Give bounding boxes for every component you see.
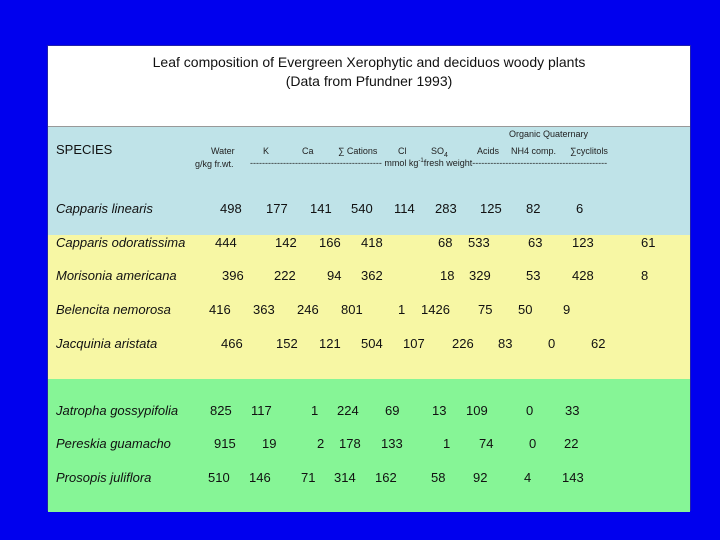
header-cl: Cl xyxy=(398,146,407,156)
species-name: Belencita nemorosa xyxy=(56,302,171,317)
cell-value: 224 xyxy=(337,403,359,418)
species-name: Pereskia guamacho xyxy=(56,436,171,451)
cell-value: 68 xyxy=(438,235,453,250)
cell-value: 63 xyxy=(528,235,543,250)
header-water-unit: g/kg fr.wt. xyxy=(195,159,234,169)
cell-value: 1 xyxy=(311,403,319,418)
header-organic-quaternary: Organic Quaternary xyxy=(509,129,589,139)
slide-title: Leaf composition of Evergreen Xerophytic and deciduos woody plants xyxy=(152,54,586,70)
cell-value: 1426 xyxy=(421,302,450,317)
header-unit-row: -------------------------------------------- mmol $kg^{-1}fresh$ weight--------------------------------------------- xyxy=(250,158,608,168)
cell-value: 19 xyxy=(262,436,277,451)
cell-value: 226 xyxy=(452,336,474,351)
cell-value: 8 xyxy=(641,268,649,283)
cell-value: 114 xyxy=(394,201,415,216)
species-name: Jatropha gossypifolia xyxy=(56,403,179,418)
cell-value: 121 xyxy=(319,336,341,351)
cell-value: 123 xyxy=(572,235,594,250)
title-box xyxy=(48,46,690,127)
cell-value: 74 xyxy=(479,436,494,451)
header-cyclitols: ∑cyclitols xyxy=(570,146,608,156)
cell-value: 33 xyxy=(565,403,580,418)
cell-value: 362 xyxy=(361,268,383,283)
header-so4: $SO_4$ xyxy=(431,146,448,159)
cell-value: 510 xyxy=(208,470,230,485)
cell-value: 141 xyxy=(310,201,332,216)
cell-value: 50 xyxy=(518,302,533,317)
cell-value: 2 xyxy=(317,436,325,451)
cell-value: 0 xyxy=(548,336,556,351)
cell-value: 416 xyxy=(209,302,231,317)
cell-value: 6 xyxy=(576,201,584,216)
cell-value: 82 xyxy=(526,201,541,216)
cell-value: 1 xyxy=(398,302,406,317)
species-name: Prosopis juliflora xyxy=(56,470,152,485)
header-species: SPECIES xyxy=(56,142,113,157)
cell-value: 58 xyxy=(431,470,446,485)
cell-value: 75 xyxy=(478,302,493,317)
cell-value: 13 xyxy=(432,403,447,418)
table-header xyxy=(48,127,690,235)
cell-value: 178 xyxy=(339,436,361,451)
species-name: Capparis linearis xyxy=(56,201,153,216)
cell-value: 69 xyxy=(385,403,400,418)
cell-value: 162 xyxy=(375,470,397,485)
cell-value: 222 xyxy=(274,268,296,283)
cell-value: 146 xyxy=(249,470,271,485)
cell-value: 18 xyxy=(440,268,455,283)
cell-value: 177 xyxy=(266,201,288,216)
cell-value: 152 xyxy=(276,336,298,351)
cell-value: 825 xyxy=(210,403,232,418)
cell-value: 143 xyxy=(562,470,584,485)
cell-value: 283 xyxy=(435,201,457,216)
cell-value: 314 xyxy=(334,470,356,485)
cell-value: 166 xyxy=(319,235,341,250)
cell-value: 133 xyxy=(381,436,403,451)
cell-value: 22 xyxy=(564,436,579,451)
species-name: Jacquinia aristata xyxy=(56,336,158,351)
cell-value: 540 xyxy=(351,201,373,216)
cell-value: 94 xyxy=(327,268,342,283)
slide-subtitle: (Data from Pfundner 1993) xyxy=(285,73,453,89)
cell-value: 915 xyxy=(214,436,236,451)
cell-value: 363 xyxy=(253,302,275,317)
cell-value: 62 xyxy=(591,336,606,351)
header-nh4: NH4 comp. xyxy=(511,146,557,156)
cell-value: 533 xyxy=(468,235,490,250)
cell-value: 109 xyxy=(466,403,488,418)
cell-value: 329 xyxy=(469,268,491,283)
cell-value: 71 xyxy=(301,470,316,485)
cell-value: 1 xyxy=(443,436,451,451)
cell-value: 9 xyxy=(563,302,571,317)
cell-value: 4 xyxy=(524,470,532,485)
header-cations: ∑ Cations xyxy=(338,146,378,156)
cell-value: 142 xyxy=(275,235,297,250)
cell-value: 0 xyxy=(526,403,534,418)
header-acids: Acids xyxy=(477,146,500,156)
cell-value: 117 xyxy=(251,403,272,418)
cell-value: 444 xyxy=(215,235,237,250)
cell-value: 125 xyxy=(480,201,502,216)
header-water: Water xyxy=(211,146,235,156)
cell-value: 92 xyxy=(473,470,488,485)
cell-value: 466 xyxy=(221,336,243,351)
species-name: Capparis odoratissima xyxy=(56,235,186,250)
header-k: K xyxy=(263,146,270,156)
cell-value: 61 xyxy=(641,235,656,250)
cell-value: 107 xyxy=(403,336,425,351)
cell-value: 418 xyxy=(361,235,383,250)
slide xyxy=(47,45,691,511)
cell-value: 504 xyxy=(361,336,383,351)
cell-value: 498 xyxy=(220,201,242,216)
cell-value: 53 xyxy=(526,268,541,283)
cell-value: 801 xyxy=(341,302,363,317)
cell-value: 0 xyxy=(529,436,537,451)
cell-value: 246 xyxy=(297,302,319,317)
cell-value: 396 xyxy=(222,268,244,283)
header-ca: Ca xyxy=(302,146,314,156)
species-name: Morisonia americana xyxy=(56,268,177,283)
cell-value: 83 xyxy=(498,336,513,351)
cell-value: 428 xyxy=(572,268,594,283)
